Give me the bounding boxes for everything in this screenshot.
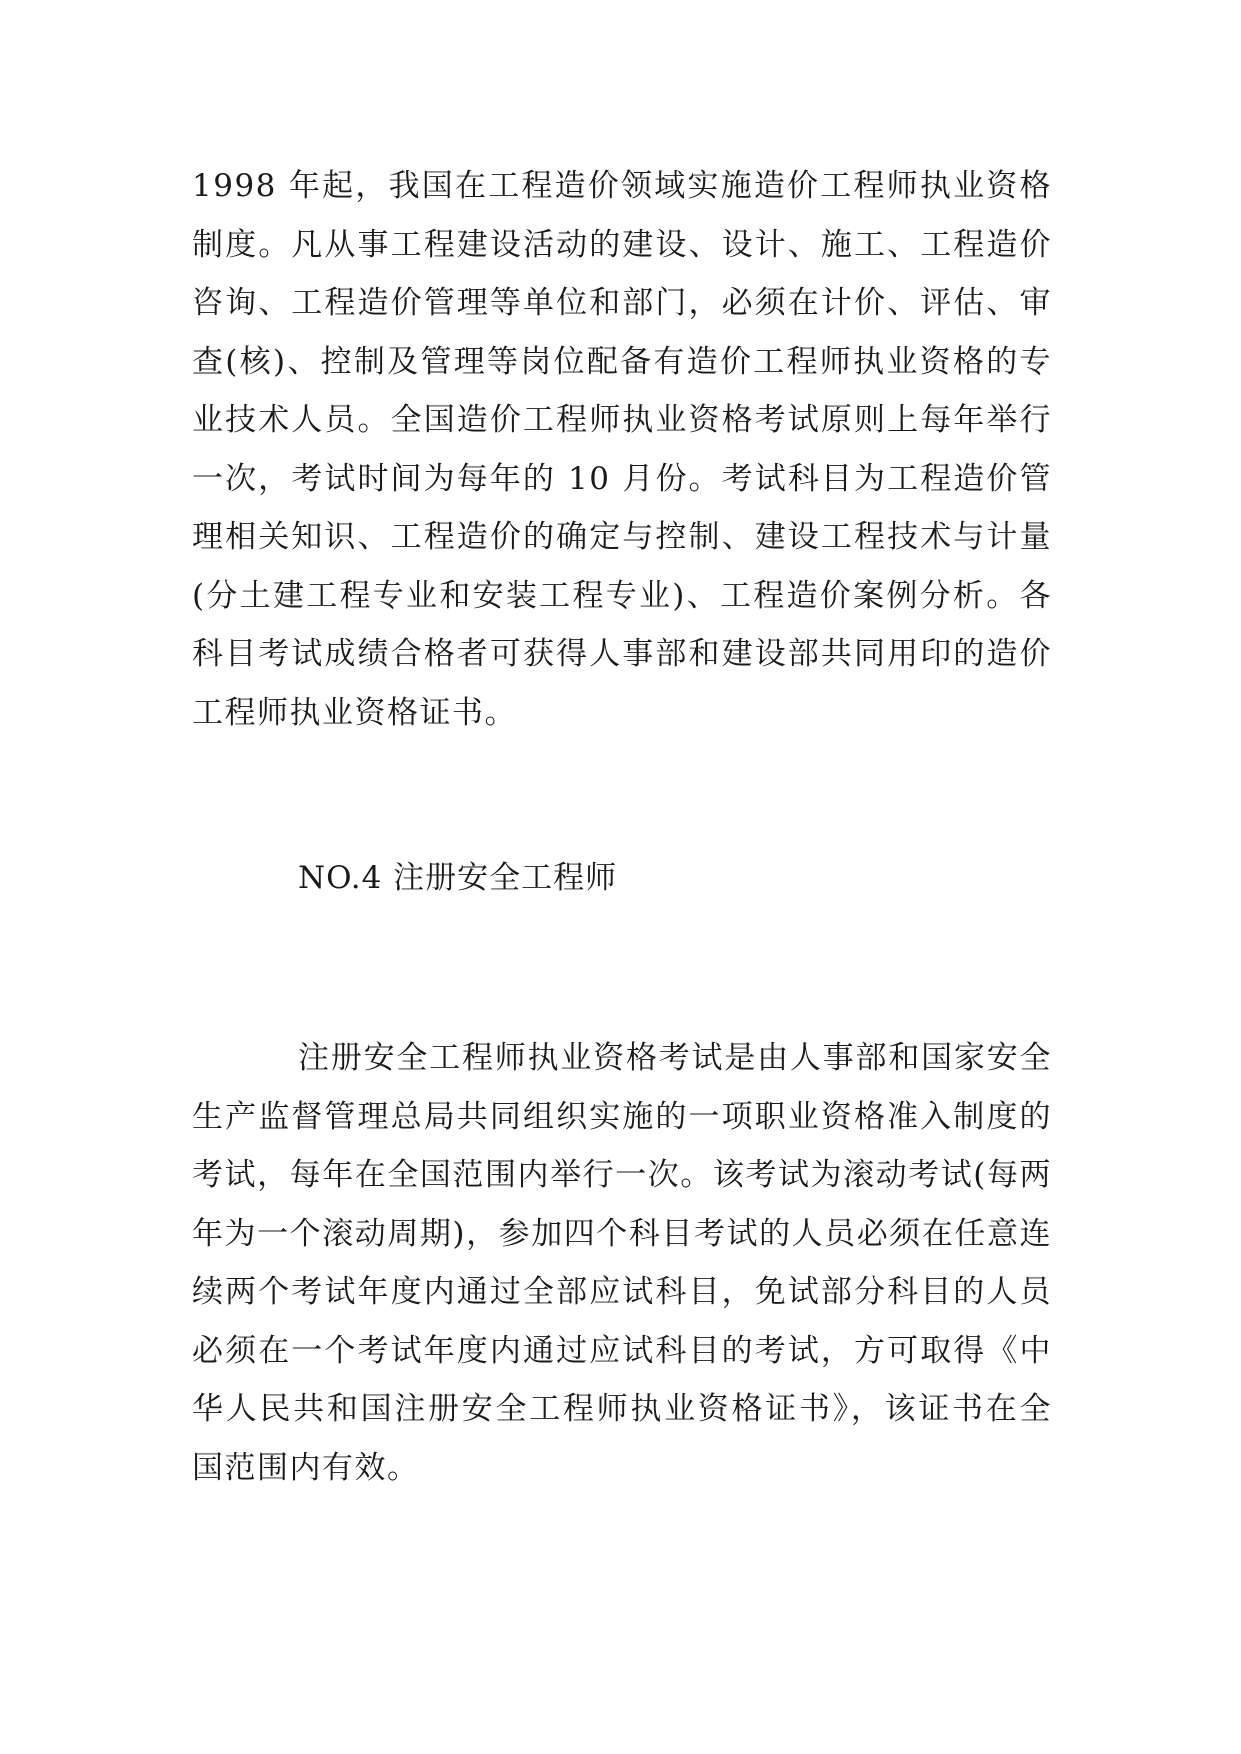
section-heading: NO.4 注册安全工程师 bbox=[298, 860, 618, 896]
body-paragraph-safety-engineer: 注册安全工程师执业资格考试是由人事部和国家安全生产监督管理总局共同组织实施的一项职业资格准入制度的考试，每年在全国范围内举行一次。该考试为滚动考试(每两年为一个滚动周期)，参加四个科目考试的人员必须在任意连续两个考试年度内通过全部应试科目，免试部分科目的人员必须在一个考试年度内通过应试科目的考试，方可取得《中华人民共和国注册安全工程师执业资格证书》，该证书在全国范围内有效。 bbox=[192, 1040, 1052, 1486]
body-paragraph-cost-engineer: 1998 年起，我国在工程造价领域实施造价工程师执业资格制度。凡从事工程建设活动的建设、设计、施工、工程造价咨询、工程造价管理等单位和部门，必须在计价、评估、审查(核)、控制及管理等岗位配备有造价工程师执业资格的专业技术人员。全国造价工程师执业资格考试原则上每年举行一次，考试时间为每年的 10 月份。考试科目为工程造价管理相关知识、工程造价的确定与控制、建设工程技术与计量(分土建工程专业和安装工程专业)、工程造价案例分析。各科目考试成绩合格者可获得人事部和建设部共同用印的造价工程师执业资格证书。 bbox=[192, 168, 1052, 731]
